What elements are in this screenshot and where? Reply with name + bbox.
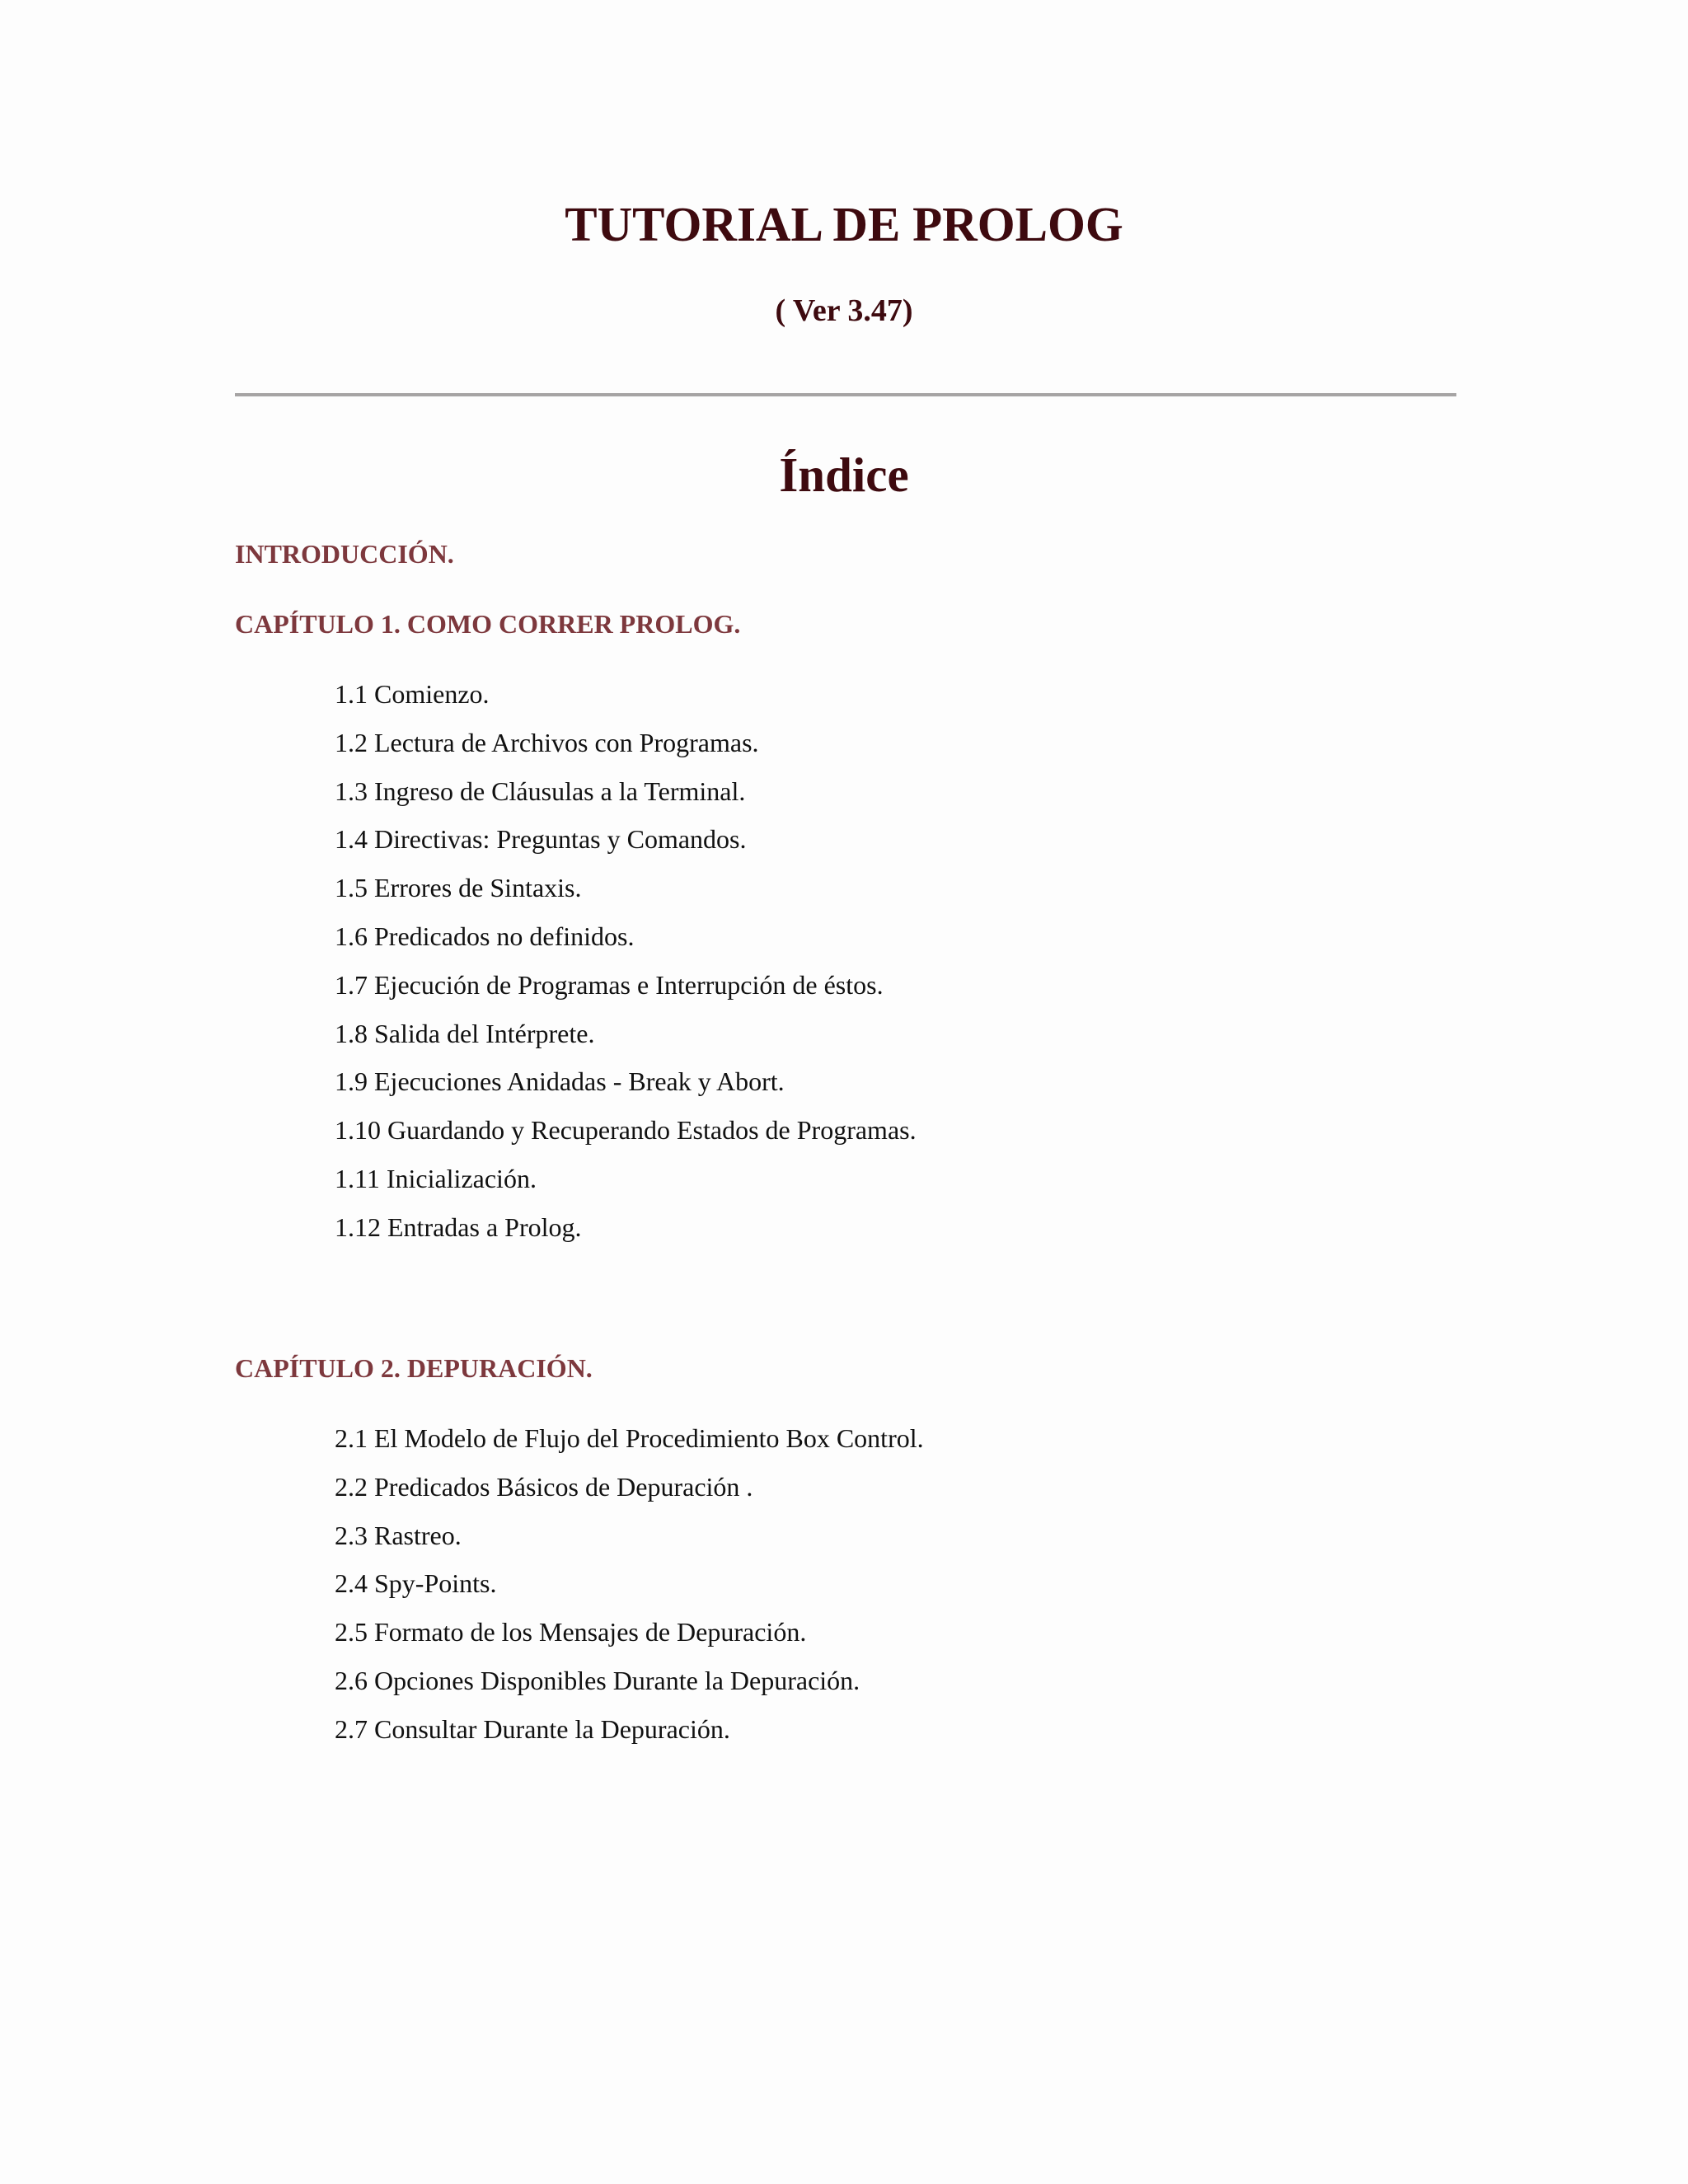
toc-item: 1.10 Guardando y Recuperando Estados de Programas. [335, 1115, 917, 1146]
toc-item: 1.1 Comienzo. [335, 679, 490, 709]
toc-item: 1.12 Entradas a Prolog. [335, 1212, 582, 1242]
toc-item: 1.9 Ejecuciones Anidadas - Break y Abort. [335, 1066, 785, 1097]
toc-item: 1.4 Directivas: Preguntas y Comandos. [335, 824, 747, 855]
toc-link-chapter-2[interactable]: CAPÍTULO 2. DEPURACIÓN. [235, 1353, 593, 1383]
toc-item: 1.5 Errores de Sintaxis. [335, 873, 582, 903]
toc-item: 1.7 Ejecución de Programas e Interrupción de éstos. [335, 969, 884, 1000]
document-title: TUTORIAL DE PROLOG [565, 197, 1123, 251]
toc-item: 1.11 Inicialización. [335, 1163, 537, 1193]
toc-item: 2.5 Formato de los Mensajes de Depuración. [335, 1617, 807, 1647]
index-heading: Índice [779, 448, 909, 502]
toc-link-chapter-1[interactable]: CAPÍTULO 1. COMO CORRER PROLOG. [235, 609, 741, 639]
horizontal-rule [235, 393, 1456, 396]
chapter-2-toc-list [335, 1422, 924, 1761]
toc-link-introduccion[interactable]: INTRODUCCIÓN. [235, 539, 454, 569]
toc-item: 1.6 Predicados no definidos. [335, 921, 635, 951]
toc-item: 2.6 Opciones Disponibles Durante la Depuración. [335, 1665, 860, 1695]
toc-item: 1.2 Lectura de Archivos con Programas. [335, 727, 759, 757]
toc-item: 2.7 Consultar Durante la Depuración. [335, 1713, 730, 1744]
toc-item: 2.3 Rastreo. [335, 1520, 462, 1550]
chapter-1-toc-list [335, 677, 917, 1259]
toc-item: 2.2 Predicados Básicos de Depuración . [335, 1471, 753, 1502]
document-version: ( Ver 3.47) [775, 293, 913, 328]
toc-item: 2.1 El Modelo de Flujo del Procedimiento Box Control. [335, 1423, 924, 1453]
toc-item: 1.8 Salida del Intérprete. [335, 1018, 595, 1048]
toc-item: 1.3 Ingreso de Cláusulas a la Terminal. [335, 776, 746, 806]
toc-item: 2.4 Spy-Points. [335, 1568, 497, 1599]
